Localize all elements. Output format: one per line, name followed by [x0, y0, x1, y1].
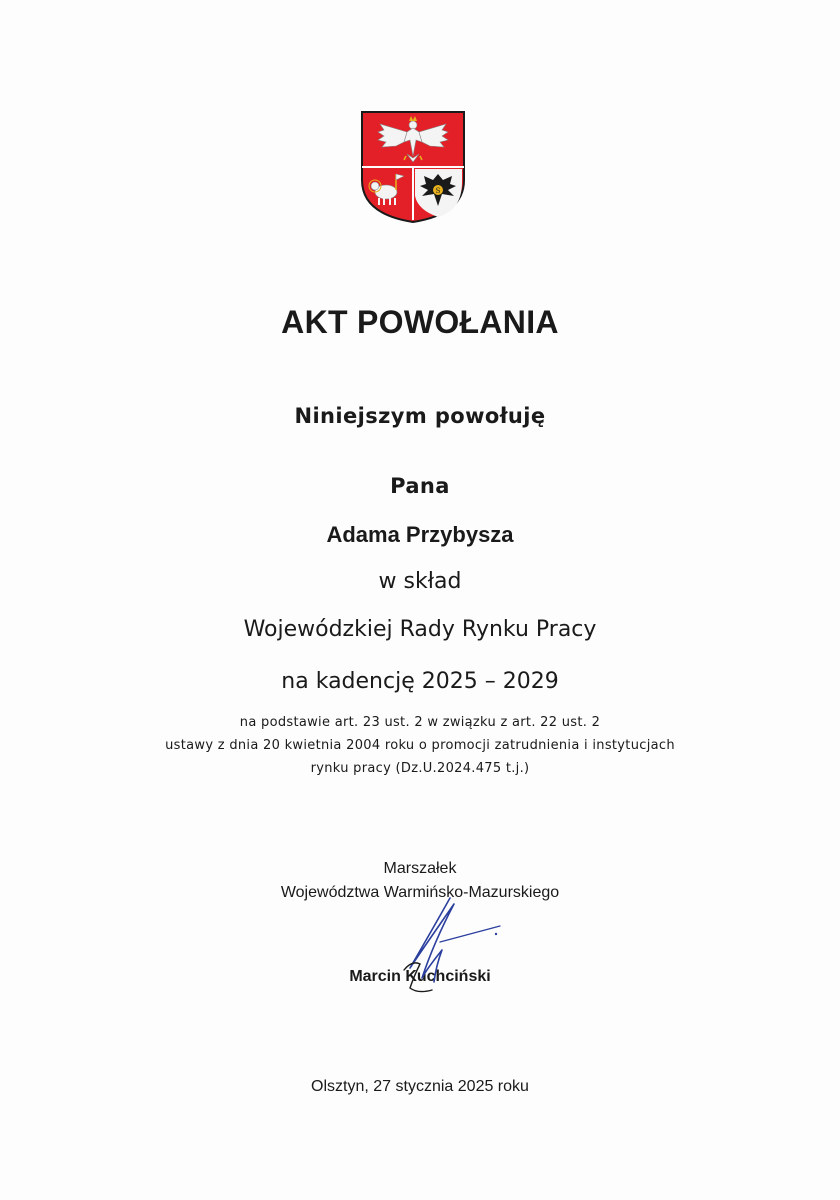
legal-basis-line: ustawy z dnia 20 kwietnia 2004 roku o promocji zatrudnienia i instytucjach — [165, 738, 675, 753]
legal-basis-line: na podstawie art. 23 ust. 2 w związku z art. 22 ust. 2 — [239, 715, 601, 730]
place-and-date: Olsztyn, 27 stycznia 2025 roku — [311, 1078, 529, 1095]
signatory-role-region: Województwa Warmińsko-Mazurskiego — [280, 884, 560, 901]
term-of-office: na kadencję 2025 – 2029 — [281, 669, 559, 694]
lead-phrase: Niniejszym powołuję — [294, 404, 546, 428]
appointee-name: Adama Przybysza — [326, 522, 514, 547]
signatory-name: Marcin Kuchciński — [349, 968, 491, 985]
salutation: Pana — [390, 474, 450, 498]
document-title: AKT POWOŁANIA — [281, 304, 559, 340]
legal-basis-line: rynku pracy (Dz.U.2024.475 t.j.) — [310, 761, 530, 776]
handwritten-signature-icon — [392, 890, 512, 1000]
into-phrase: w skład — [378, 569, 462, 594]
svg-text:S: S — [435, 187, 441, 195]
signatory-role: Marszałek — [383, 860, 457, 877]
council-name: Wojewódzkiej Rady Rynku Pracy — [243, 617, 597, 642]
coat-of-arms-icon — [360, 110, 466, 224]
